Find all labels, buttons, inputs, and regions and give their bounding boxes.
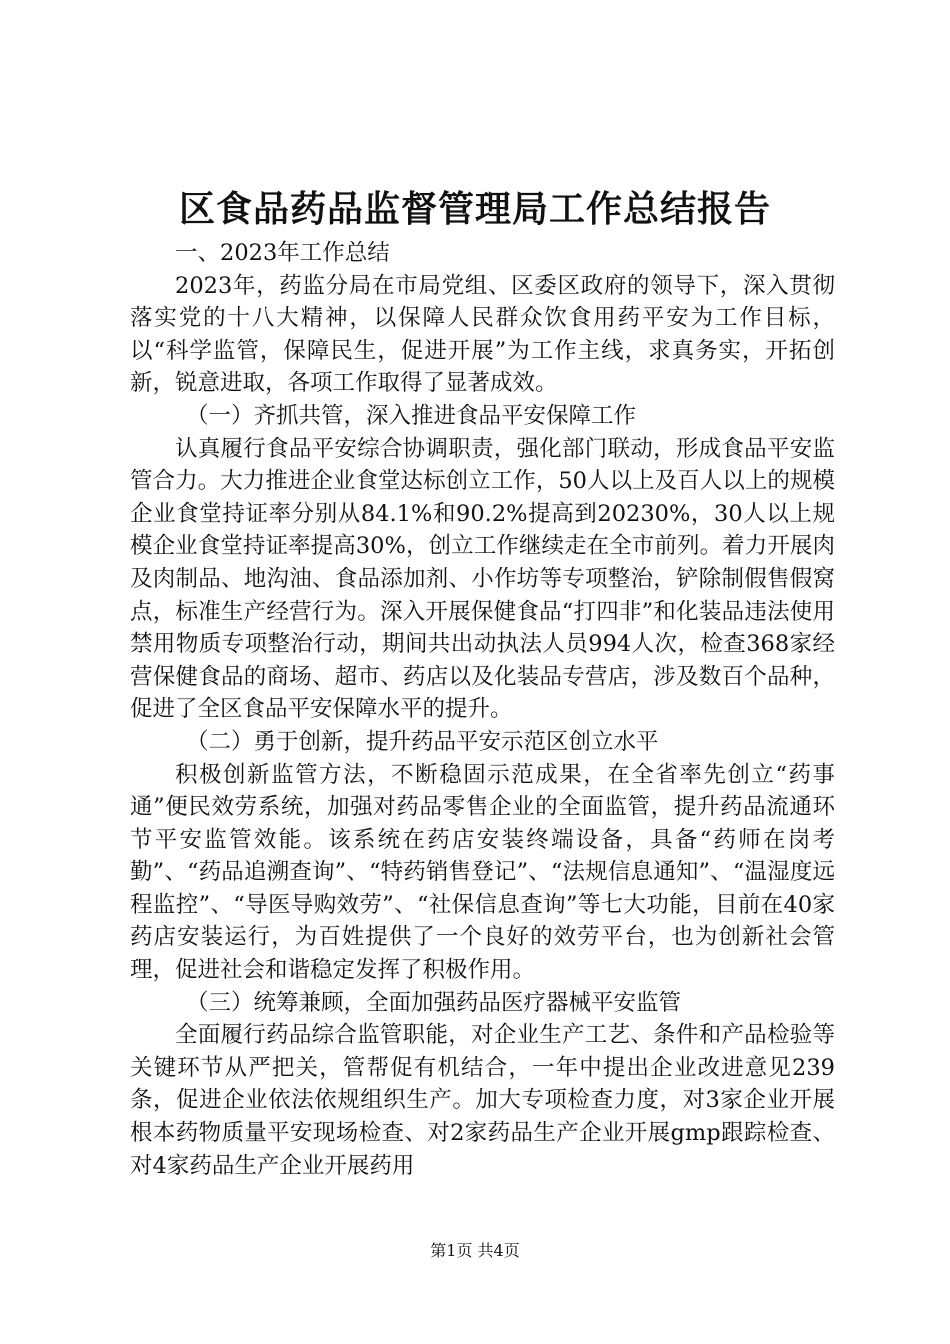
- subsection-heading: （二）勇于创新，提升药品平安示范区创立水平: [186, 728, 659, 755]
- document-body: [130, 237, 835, 1182]
- body-paragraph: 认真履行食品平安综合协调职责，强化部门联动，形成食品平安监管合力。大力推进企业食堂达标创立工作，50人以上及百人以上的规模企业食堂持证率分别从84.1%和90.2%提高到20230%，30人以上规模企业食堂持证率提高30%，创立工作继续走在全市前列。着力开展肉及肉制品、地沟油、食品添加剂、小作坊等专项整治，铲除制假售假窝点，标准生产经营行为。深入开展保健食品“打四非”和化装品违法使用禁用物质专项整治行动，期间共出动执法人员994人次，检查368家经营保健食品的商场、超市、药店以及化装品专营店，涉及数百个品种，促进了全区食品平安保障水平的提升。: [130, 435, 835, 723]
- document-title: 区食品药品监督管理局工作总结报告: [178, 188, 771, 230]
- body-paragraph: 全面履行药品综合监管职能，对企业生产工艺、条件和产品检验等关键环节从严把关，管帮促有机结合，一年中提出企业改进意见239条，促进企业依法依规组织生产。加大专项检查力度，对3家企业开展根本药物质量平安现场检查、对2家药品生产企业开展gmp跟踪检查、对4家药品生产企业开展药用: [130, 1022, 835, 1179]
- subsection-heading: （三）统筹兼顾，全面加强药品医疗器械平安监管: [186, 989, 682, 1016]
- page-footer: 第1页 共4页: [430, 1241, 520, 1260]
- body-paragraph: 2023年，药监分局在市局党组、区委区政府的领导下，深入贯彻落实党的十八大精神，以保障人民群众饮食用药平安为工作目标，以“科学监管，保障民生，促进开展”为工作主线，求真务实，开拓创新，锐意进取，各项工作取得了显著成效。: [130, 272, 835, 397]
- body-paragraph: 积极创新监管方法，不断稳固示范成果，在全省率先创立“药事通”便民效劳系统，加强对药品零售企业的全面监管，提升药品流通环节平安监管效能。该系统在药店安装终端设备，具备“药师在岗考勤”、“药品追溯查询”、“特药销售登记”、“法规信息通知”、“温湿度远程监控”、“导医导购效劳”、“社保信息查询”等七大功能，目前在40家药店安装运行，为百姓提供了一个良好的效劳平台，也为创新社会管理，促进社会和谐稳定发挥了积极作用。: [130, 761, 835, 984]
- subsection-heading: （一）齐抓共管，深入推进食品平安保障工作: [186, 402, 637, 429]
- section-heading: 一、2023年工作总结: [175, 240, 390, 266]
